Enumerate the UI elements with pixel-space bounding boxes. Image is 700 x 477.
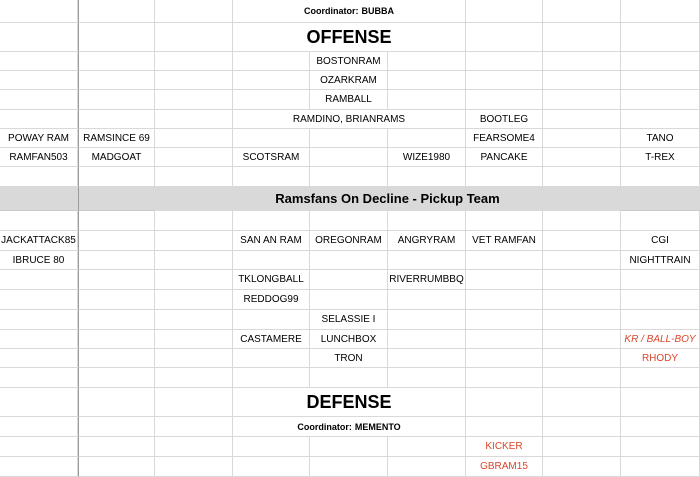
sheet-cell[interactable] [233, 71, 310, 90]
sheet-cell[interactable] [0, 270, 78, 290]
player-cell[interactable] [466, 231, 543, 251]
sheet-cell[interactable] [310, 167, 388, 187]
sheet-cell[interactable] [233, 437, 310, 457]
player-cell[interactable] [621, 251, 700, 270]
team-heading-text: Ramsfans On Decline - Pickup Team [275, 191, 500, 206]
player-cell[interactable] [466, 148, 543, 167]
sheet-cell[interactable] [155, 167, 233, 187]
sheet-cell[interactable] [0, 23, 78, 52]
sheet-cell[interactable] [0, 52, 78, 71]
sheet-cell[interactable] [388, 90, 466, 110]
sheet-cell[interactable] [466, 349, 543, 368]
sheet-cell[interactable] [466, 290, 543, 310]
sheet-cell[interactable] [543, 23, 621, 52]
sheet-cell[interactable] [78, 330, 155, 349]
player-name: RIVERRUMBBQ [389, 274, 464, 285]
player-cell[interactable] [233, 290, 310, 310]
player-name: KICKER [485, 441, 523, 452]
sheet-cell[interactable] [543, 310, 621, 330]
sheet-cell[interactable] [78, 437, 155, 457]
sheet-cell[interactable] [310, 290, 388, 310]
player-name: MADGOAT [91, 151, 142, 163]
player-name: VET RAMFAN [472, 235, 536, 246]
sheet-cell[interactable] [543, 231, 621, 251]
player-cell[interactable] [78, 129, 155, 148]
player-cell[interactable] [0, 129, 78, 148]
sheet-cell[interactable] [0, 187, 78, 211]
sheet-cell[interactable] [466, 167, 543, 187]
offense-coordinator-label: Coordinator: [304, 6, 359, 16]
player-name: TKLONGBALL [238, 274, 304, 285]
defense-coordinator-name: MEMENTO [354, 421, 401, 432]
player-cell[interactable] [466, 129, 543, 148]
player-cell[interactable] [310, 330, 388, 349]
sheet-cell[interactable] [543, 270, 621, 290]
sheet-cell[interactable] [543, 71, 621, 90]
sheet-cell[interactable] [543, 52, 621, 71]
sheet-cell[interactable] [0, 368, 78, 388]
sheet-cell[interactable] [621, 167, 700, 187]
sheet-cell[interactable] [543, 437, 621, 457]
player-name: BOSTONRAM [316, 55, 381, 67]
player-name: SCOTSRAM [242, 151, 300, 163]
sheet-cell[interactable] [78, 52, 155, 71]
sheet-cell[interactable] [621, 388, 700, 417]
sheet-cell[interactable] [388, 310, 466, 330]
sheet-cell[interactable] [233, 368, 310, 388]
sheet-cell[interactable] [466, 251, 543, 270]
sheet-cell[interactable] [155, 388, 233, 417]
sheet-cell[interactable] [155, 310, 233, 330]
sheet-cell[interactable] [310, 457, 388, 477]
sheet-cell[interactable] [155, 330, 233, 349]
player-cell[interactable] [233, 270, 310, 290]
player-cell[interactable] [621, 330, 700, 349]
sheet-cell[interactable] [0, 167, 78, 187]
player-name: GBRAM15 [480, 461, 528, 472]
player-name: POWAY RAM [8, 132, 69, 144]
sheet-cell[interactable] [78, 90, 155, 110]
player-name: SELASSIE I [321, 314, 376, 325]
sheet-cell[interactable] [388, 290, 466, 310]
player-name: RAMFAN503 [9, 151, 68, 163]
player-name: OREGONRAM [315, 235, 382, 246]
player-cell[interactable] [621, 129, 700, 148]
sheet-cell[interactable] [543, 129, 621, 148]
sheet-cell[interactable] [621, 310, 700, 330]
player-name: ANGRYRAM [397, 235, 456, 246]
player-name: CASTAMERE [240, 333, 302, 345]
sheet-cell[interactable] [388, 349, 466, 368]
sheet-cell[interactable] [155, 71, 233, 90]
sheet-cell[interactable] [0, 71, 78, 90]
sheet-cell[interactable] [78, 167, 155, 187]
player-name: PANCAKE [480, 151, 528, 163]
sheet-cell[interactable] [155, 349, 233, 368]
player-name: KR / BALL-BOY [624, 333, 696, 345]
player-cell[interactable] [0, 251, 78, 270]
player-cell[interactable] [310, 310, 388, 330]
sheet-cell[interactable] [543, 148, 621, 167]
offense-coordinator-name: BUBBA [361, 6, 394, 16]
sheet-cell[interactable] [155, 110, 233, 129]
player-name: RAMSINCE 69 [83, 132, 150, 144]
player-name: JACKATTACK85 [1, 235, 76, 246]
player-name: OZARKRAM [320, 74, 377, 86]
player-name: NIGHTTRAIN [629, 254, 691, 266]
sheet-cell[interactable] [155, 251, 233, 270]
sheet-cell[interactable] [621, 0, 700, 23]
player-cell[interactable] [233, 231, 310, 251]
sheet-cell[interactable] [466, 0, 543, 23]
player-cell[interactable] [78, 148, 155, 167]
sheet-cell[interactable] [621, 457, 700, 477]
sheet-cell[interactable] [388, 368, 466, 388]
player-cell[interactable] [388, 270, 466, 290]
sheet-cell[interactable] [466, 211, 543, 231]
sheet-cell[interactable] [78, 211, 155, 231]
sheet-cell[interactable] [78, 457, 155, 477]
sheet-cell[interactable] [543, 167, 621, 187]
offense-heading-text: OFFENSE [306, 26, 392, 47]
sheet-cell[interactable] [466, 270, 543, 290]
sheet-cell[interactable] [621, 437, 700, 457]
sheet-cell[interactable] [388, 129, 466, 148]
player-cell[interactable] [310, 52, 388, 71]
sheet-cell[interactable] [155, 457, 233, 477]
sheet-cell[interactable] [621, 368, 700, 388]
team-heading[interactable] [155, 187, 621, 211]
sheet-cell[interactable] [543, 290, 621, 310]
sheet-cell[interactable] [78, 368, 155, 388]
sheet-cell[interactable] [155, 290, 233, 310]
sheet-cell[interactable] [233, 349, 310, 368]
player-name: FEARSOME4 [473, 132, 535, 144]
sheet-cell[interactable] [78, 290, 155, 310]
sheet-cell[interactable] [233, 310, 310, 330]
sheet-cell[interactable] [233, 167, 310, 187]
sheet-cell[interactable] [310, 368, 388, 388]
sheet-cell[interactable] [543, 417, 621, 437]
player-cell[interactable] [233, 110, 466, 129]
sheet-cell[interactable] [233, 211, 310, 231]
sheet-cell[interactable] [621, 417, 700, 437]
player-name: IBRUCE 80 [12, 254, 65, 266]
player-name: CGI [651, 235, 669, 246]
sheet-cell[interactable] [388, 437, 466, 457]
sheet-cell[interactable] [310, 148, 388, 167]
sheet-cell[interactable] [78, 187, 155, 211]
defense-heading[interactable] [233, 388, 466, 417]
sheet-cell[interactable] [466, 71, 543, 90]
player-cell[interactable] [0, 148, 78, 167]
sheet-cell[interactable] [0, 388, 78, 417]
player-name: RHODY [641, 352, 679, 364]
sheet-cell[interactable] [543, 211, 621, 231]
sheet-cell[interactable] [155, 23, 233, 52]
sheet-cell[interactable] [78, 310, 155, 330]
sheet-cell[interactable] [0, 437, 78, 457]
player-cell[interactable] [466, 457, 543, 477]
sheet-cell[interactable] [543, 330, 621, 349]
sheet-cell[interactable] [233, 90, 310, 110]
player-cell[interactable] [233, 148, 310, 167]
sheet-cell[interactable] [0, 211, 78, 231]
sheet-cell[interactable] [621, 110, 700, 129]
sheet-cell[interactable] [621, 187, 700, 211]
sheet-cell[interactable] [388, 167, 466, 187]
player-cell[interactable] [388, 231, 466, 251]
sheet-cell[interactable] [155, 437, 233, 457]
sheet-cell[interactable] [0, 417, 78, 437]
sheet-cell[interactable] [78, 71, 155, 90]
player-cell[interactable] [621, 349, 700, 368]
sheet-cell[interactable] [466, 310, 543, 330]
sheet-cell[interactable] [78, 23, 155, 52]
sheet-cell[interactable] [621, 270, 700, 290]
sheet-cell[interactable] [155, 129, 233, 148]
player-name: TANO [646, 132, 674, 144]
player-cell[interactable] [466, 437, 543, 457]
player-name: T-REX [645, 151, 675, 163]
sheet-cell[interactable] [310, 437, 388, 457]
defense-coordinator-label: Coordinator: [297, 421, 352, 432]
sheet-cell[interactable] [543, 388, 621, 417]
sheet-cell[interactable] [543, 368, 621, 388]
sheet-cell[interactable] [466, 330, 543, 349]
sheet-cell[interactable] [388, 211, 466, 231]
sheet-cell[interactable] [155, 90, 233, 110]
player-name: BOOTLEG [479, 113, 529, 125]
sheet-cell[interactable] [388, 251, 466, 270]
player-cell[interactable] [466, 110, 543, 129]
player-name: RAMBALL [325, 94, 372, 105]
sheet-cell[interactable] [78, 0, 155, 23]
sheet-cell[interactable] [155, 368, 233, 388]
sheet-cell[interactable] [155, 211, 233, 231]
sheet-cell[interactable] [155, 231, 233, 251]
sheet-cell[interactable] [310, 211, 388, 231]
sheet-cell[interactable] [466, 23, 543, 52]
player-cell[interactable] [310, 71, 388, 90]
sheet-cell[interactable] [78, 231, 155, 251]
player-cell[interactable] [310, 90, 388, 110]
player-cell[interactable] [233, 330, 310, 349]
sheet-cell[interactable] [233, 52, 310, 71]
sheet-cell[interactable] [0, 310, 78, 330]
sheet-cell[interactable] [78, 349, 155, 368]
player-cell[interactable] [0, 231, 78, 251]
sheet-cell[interactable] [78, 388, 155, 417]
sheet-cell[interactable] [543, 90, 621, 110]
player-name: REDDOG99 [243, 294, 299, 305]
sheet-cell[interactable] [543, 0, 621, 23]
sheet-cell[interactable] [388, 330, 466, 349]
player-name: LUNCHBOX [320, 333, 377, 345]
sheet-cell[interactable] [155, 52, 233, 71]
sheet-cell[interactable] [388, 71, 466, 90]
player-name: WIZE1980 [402, 151, 451, 163]
sheet-cell[interactable] [78, 417, 155, 437]
sheet-cell[interactable] [466, 417, 543, 437]
defense-coordinator[interactable] [233, 417, 466, 437]
sheet-cell[interactable] [543, 457, 621, 477]
sheet-cell[interactable] [78, 110, 155, 129]
sheet-cell[interactable] [155, 417, 233, 437]
sheet-cell[interactable] [466, 388, 543, 417]
sheet-cell[interactable] [621, 23, 700, 52]
sheet-cell[interactable] [466, 90, 543, 110]
sheet-cell[interactable] [155, 270, 233, 290]
sheet-cell[interactable] [310, 270, 388, 290]
sheet-cell[interactable] [543, 110, 621, 129]
sheet-cell[interactable] [621, 90, 700, 110]
sheet-cell[interactable] [466, 52, 543, 71]
player-name: TRON [334, 352, 363, 364]
sheet-cell[interactable] [155, 148, 233, 167]
offense-heading[interactable] [233, 23, 466, 52]
sheet-cell[interactable] [543, 251, 621, 270]
sheet-cell[interactable] [0, 349, 78, 368]
sheet-cell[interactable] [78, 270, 155, 290]
sheet-cell[interactable] [0, 90, 78, 110]
offense-coordinator[interactable] [233, 0, 466, 23]
player-cell[interactable] [621, 148, 700, 167]
player-cell[interactable] [388, 148, 466, 167]
defense-heading-text: DEFENSE [306, 391, 392, 412]
sheet-cell[interactable] [0, 110, 78, 129]
sheet-cell[interactable] [0, 0, 78, 23]
sheet-cell[interactable] [155, 0, 233, 23]
sheet-cell[interactable] [0, 290, 78, 310]
sheet-cell[interactable] [388, 52, 466, 71]
sheet-cell[interactable] [310, 129, 388, 148]
player-name: SAN AN RAM [240, 235, 302, 246]
sheet-cell[interactable] [621, 71, 700, 90]
sheet-cell[interactable] [0, 330, 78, 349]
sheet-cell[interactable] [621, 211, 700, 231]
sheet-cell[interactable] [388, 457, 466, 477]
sheet-cell[interactable] [543, 349, 621, 368]
sheet-cell[interactable] [310, 251, 388, 270]
sheet-cell[interactable] [233, 251, 310, 270]
sheet-cell[interactable] [0, 457, 78, 477]
sheet-cell[interactable] [233, 129, 310, 148]
sheet-cell[interactable] [466, 368, 543, 388]
sheet-cell[interactable] [233, 457, 310, 477]
player-name: RAMDINO, BRIANRAMS [292, 113, 406, 125]
sheet-cell[interactable] [621, 52, 700, 71]
sheet-cell[interactable] [621, 290, 700, 310]
player-cell[interactable] [621, 231, 700, 251]
sheet-cell[interactable] [78, 251, 155, 270]
player-cell[interactable] [310, 349, 388, 368]
player-cell[interactable] [310, 231, 388, 251]
